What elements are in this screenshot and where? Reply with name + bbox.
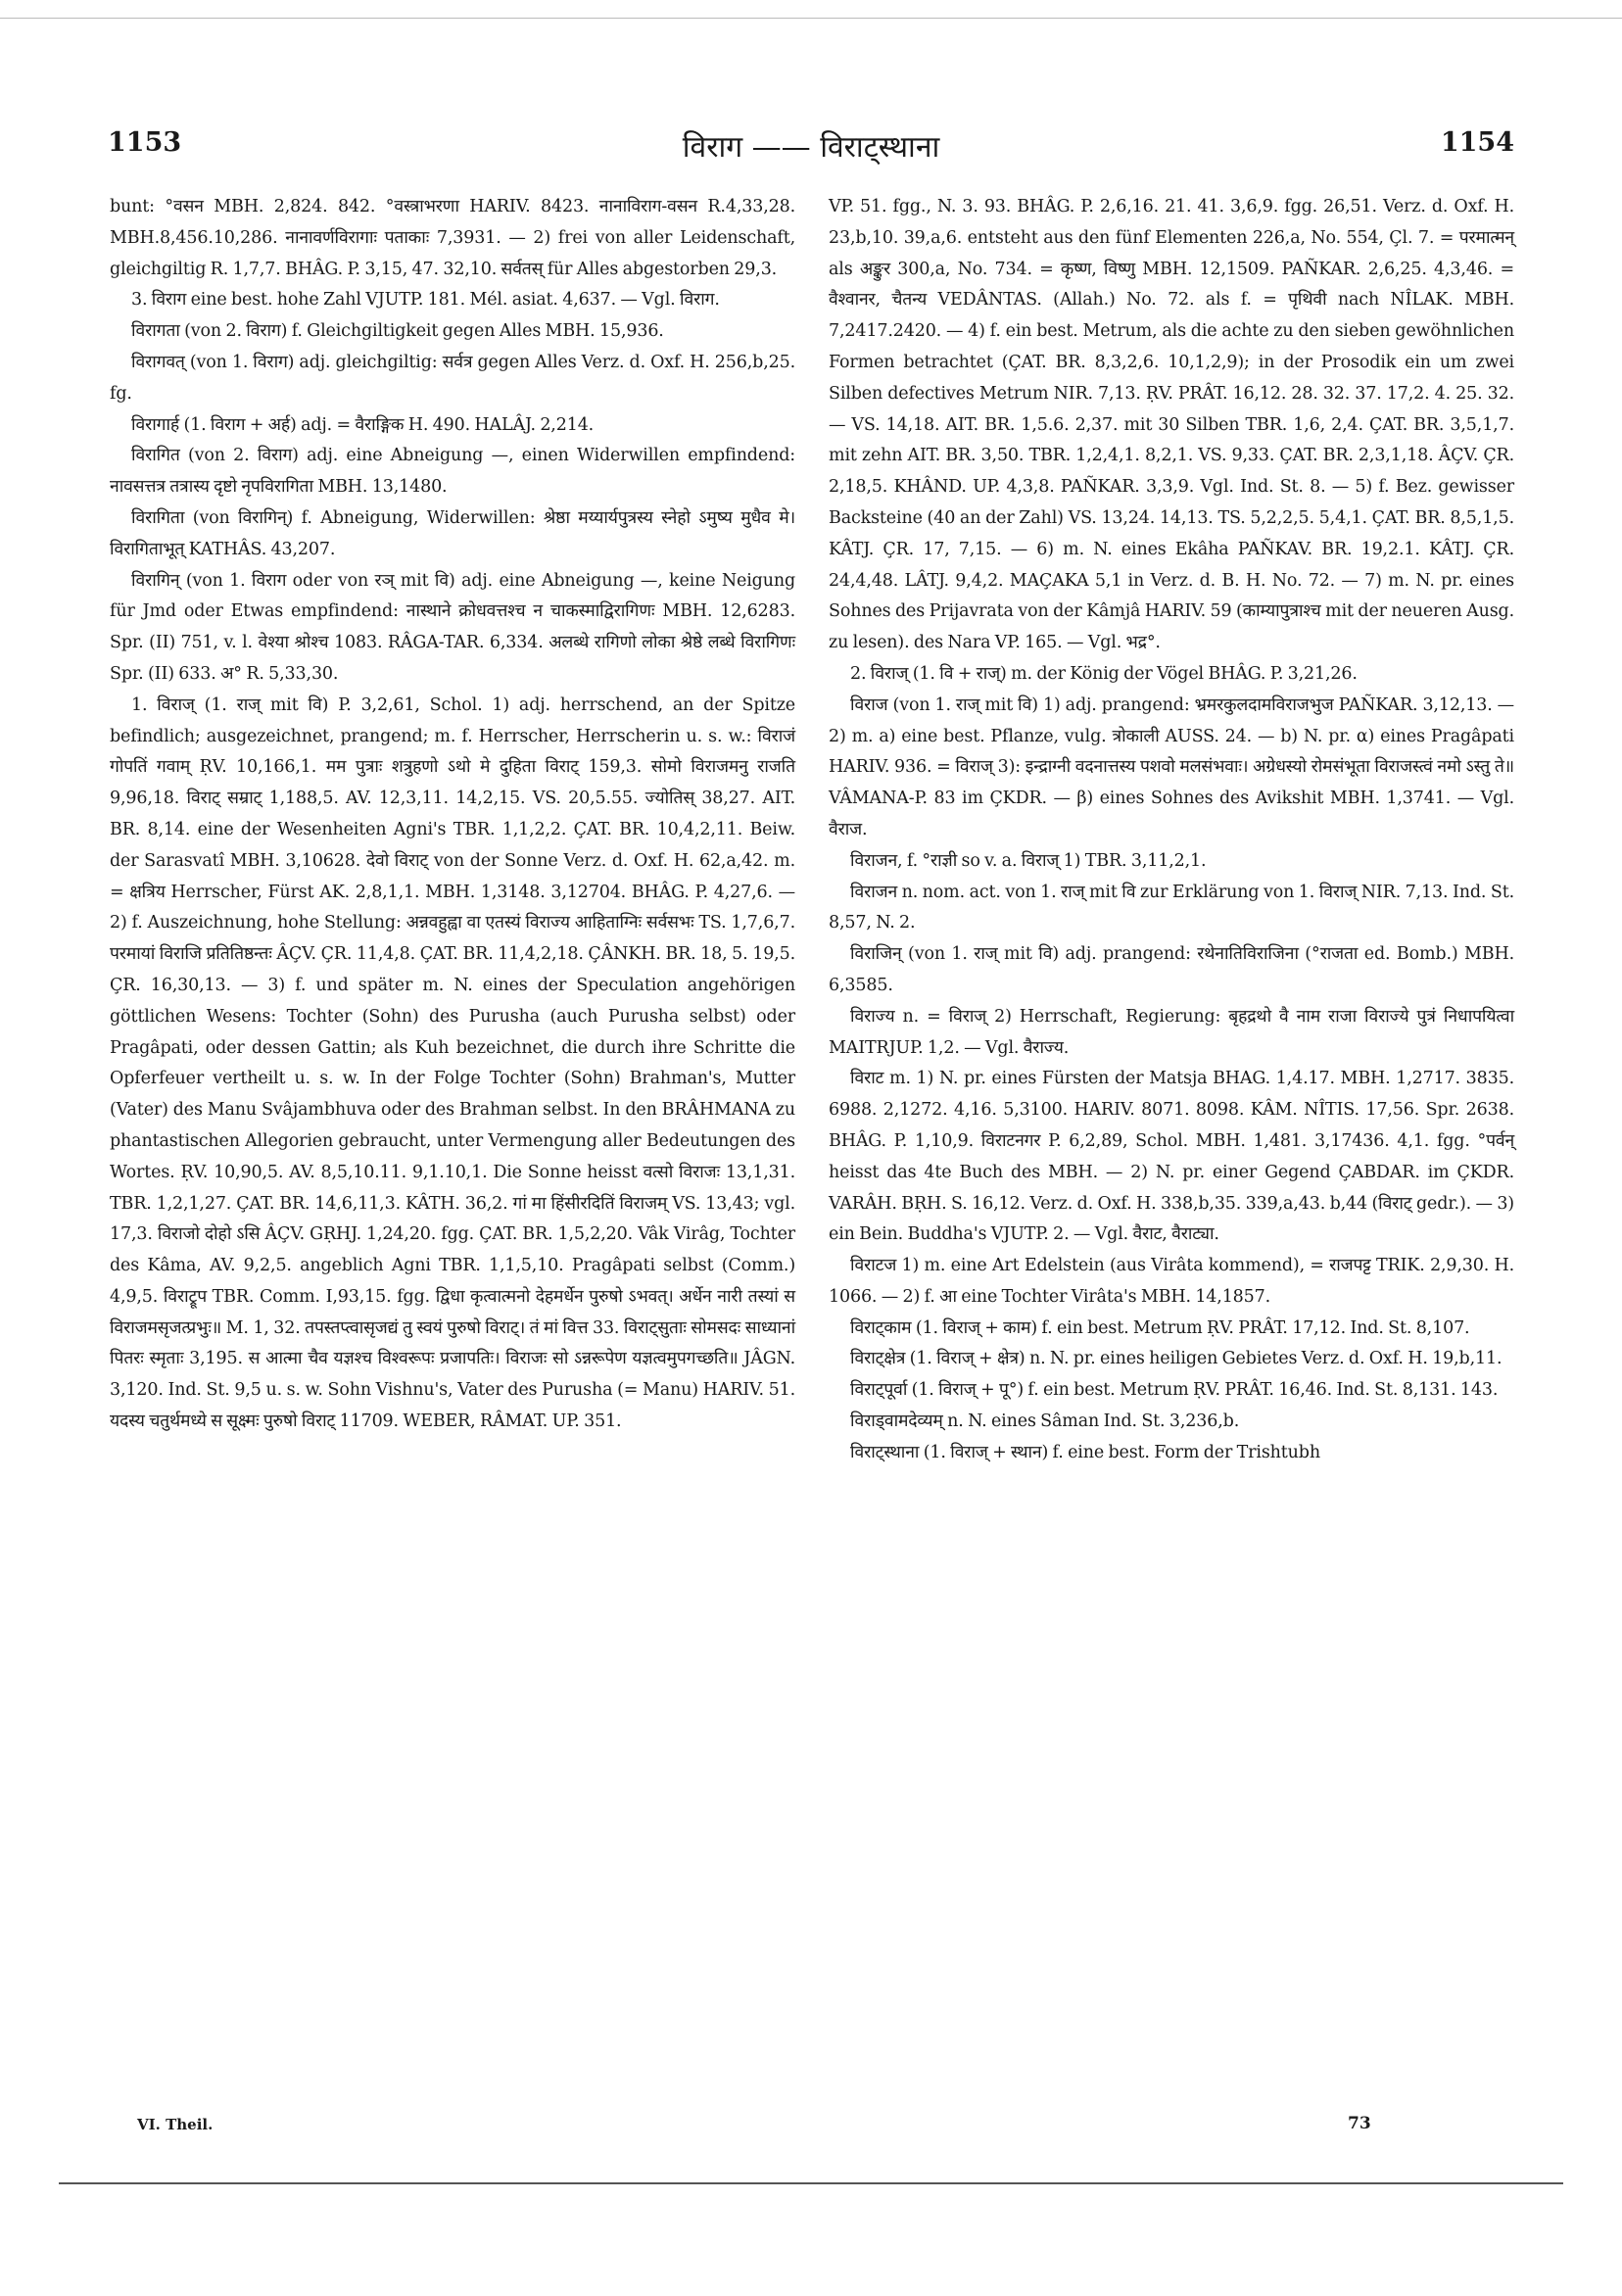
entry: विराड्वामदेव्यम् n. N. eines Sâman Ind. St. 3,236,b.: [850, 1411, 1240, 1432]
entry: विरागता (von 2. विराग) f. Gleichgiltigkeit gegen Alles MBH. 15,936.: [131, 321, 664, 342]
entry: विरागित (von 2. विराग) adj. eine Abneigung —, einen Widerwillen empfindend: नावसत्तत्र तत्रास्य दृष्टो नृपविरागिता MBH. 13,1480.: [110, 446, 795, 498]
page-header: [108, 125, 1514, 174]
entry: विराजिन् (von 1. राज् mit वि) adj. prangend: रथेनातिविराजिना (°राजता ed. Bomb.) MBH. 6,3585.: [829, 944, 1514, 995]
right-column: [829, 192, 1514, 1469]
bottom-rule: [59, 2182, 1563, 2184]
right-page-number: 1154: [1440, 127, 1514, 158]
entry: विराज्य n. = विराज् 2) Herrschaft, Regierung: बृहद्रथो वै नाम राजा विराज्ये पुत्रं निधापयित्वा MAITRJUP. 1,2. — Vgl. वैराज्य.: [829, 1006, 1514, 1058]
entry: विराटज 1) m. eine Art Edelstein (aus Virâta kommend), = राजपट्ट TRIK. 2,9,30. H. 1066. — 2) f. आ eine Tochter Virâta's MBH. 14,1857.: [829, 1256, 1514, 1307]
entry: विरागिता (von विरागिन्) f. Abneigung, Widerwillen: श्रेष्ठा मय्यार्यपुत्रस्य स्नेहो ऽमुष्य मुधैव मे। विरागिताभूत् KATHÂS. 43,207.: [110, 507, 795, 559]
entry: विरागवत् (von 1. विराग) adj. gleichgiltig: सर्वत्र gegen Alles Verz. d. Oxf. H. 256,b,25. fg.: [110, 352, 795, 404]
running-title: विराग —— विराट्स्थाना: [682, 130, 940, 165]
entry: विराजन, f. °राज्ञी so v. a. विराज् 1) TBR. 3,11,2,1.: [850, 850, 1207, 871]
entry: विराजन n. nom. act. von 1. राज् mit वि zur Erklärung von 1. विराज् NIR. 7,13. Ind. St. 8,57, N. 2.: [829, 882, 1514, 933]
entry: विराट्पूर्वा (1. विराज् + पू°) f. ein best. Metrum ṚV. PRÂT. 16,46. Ind. St. 8,131. 143.: [850, 1380, 1499, 1401]
left-page-number: 1153: [108, 127, 182, 158]
entry: विराज (von 1. राज् mit वि) 1) adj. prangend: भ्रमरकुलदामविराजभुज PAÑKAR. 3,12,13. — 2) m. a) eine best. Pflanze, vulg. त्रोकाली AUSS. 24. — b) N. pr. α) eines Pragâpati HARIV. 936. = विराज् 3): इन्द्राग्नी वदनात्तस्य पशवो मलसंभवाः। अग्रेधस्यो रोमसंभूता विराजस्त्वं नमो ऽस्तु ते॥ VÂMANA-P. 83 im ÇKDR. — β) eines Sohnes des Avikshit MBH. 1,3741. — Vgl. वैराज.: [829, 694, 1514, 839]
entry: bunt: °वसन MBH. 2,824. 842. °वस्त्राभरणा HARIV. 8423. नानाविराग-वसन R.4,33,28. MBH.8,456.10,286. नानावर्णविरागाः पताकाः 7,3931. — 2) frei von aller Leidenschaft, gleichgiltig R. 1,7,7. BHÂG. P. 3,15, 47. 32,10. सर्वतस् für Alles abgestorben 29,3.: [110, 197, 795, 279]
volume-signature: VI. Theil.: [137, 2116, 214, 2133]
entry: VP. 51. fgg., N. 3. 93. BHÂG. P. 2,6,16. 21. 41. 3,6,9. fgg. 26,51. Verz. d. Oxf. H. 23,b,10. 39,a,6. entsteht aus den fünf Elementen 226,a, No. 554, Çl. 7. = परमात्मन् als अङ्कुर 300,a, No. 734. = कृष्ण, विष्णु MBH. 12,1509. PAÑKAR. 2,6,25. 4,3,46. = वैश्वानर, चैतन्य VEDÂNTAS. (Allah.) No. 72. als f. = पृथिवी nach NÎLAK. MBH. 7,2417.2420. — 4) f. ein best. Metrum, als die achte zu den sieben gewöhnlichen Formen betrachtet (ÇAT. BR. 8,3,2,6. 10,1,2,9); in der Prosodik ein um zwei Silben defectives Metrum NIR. 7,13. ṚV. PRÂT. 16,12. 28. 32. 37. 17,2. 4. 25. 32. — VS. 14,18. AIT. BR. 1,5.6. 2,37. mit 30 Silben TBR. 1,6, 2,4. ÇAT. BR. 3,5,1,7. mit zehn AIT. BR. 3,50. TBR. 1,2,4,1. 8,2,1. VS. 9,33. ÇAT. BR. 2,3,1,18. ÂÇV. ÇR. 2,18,5. KHÂND. UP. 4,3,8. PAÑKAR. 3,3,9. Vgl. Ind. St. 8. — 5) f. Bez. gewisser Backsteine (40 an der Zahl) VS. 13,24. 14,13. TS. 5,2,2,5. 5,4,1. ÇAT. BR. 8,5,1,5. KÂTJ. ÇR. 17, 7,15. — 6) m. N. eines Ekâha PAÑKAV. BR. 19,2.1. KÂTJ. ÇR. 24,4,48. LÂTJ. 9,4,2. MAÇAKA 5,1 in Verz. d. B. H. No. 72. — 7) m. N. pr. eines Sohnes des Prijavrata von der Kâmjâ HARIV. 59 (काम्यापुत्राश्च mit der neueren Ausg. zu lesen). des Nara VP. 165. — Vgl. भद्र°.: [829, 197, 1514, 653]
entry: विराट्स्थाना (1. विराज् + स्थान) f. eine best. Form der Trishtubh: [850, 1442, 1320, 1462]
entry: विराट्क्षेत्र (1. विराज् + क्षेत्र) n. N. pr. eines heiligen Gebietes Verz. d. Oxf. H. 19,b,11.: [850, 1349, 1503, 1369]
entry: 1. विराज् (1. राज् mit वि) P. 3,2,61, Schol. 1) adj. herrschend, an der Spitze befindlich; ausgezeichnet, prangend; m. f. Herrscher, Herrscherin u. s. w.: विराजं गोपतिं गवाम् ṚV. 10,166,1. मम पुत्राः शत्रुहणो ऽथो मे दुहिता विराट् 159,3. सोमो विराजमनु राजति 9,96,18. विराट् सम्राट् 1,188,5. AV. 12,3,11. 14,2,15. VS. 20,5.55. ज्योतिस् 38,27. AIT. BR. 8,14. eine der Wesenheiten Agni's TBR. 1,1,2,2. ÇAT. BR. 10,4,2,11. Beiw. der Sarasvatî MBH. 3,10628. देवो विराट् von der Sonne Verz. d. Oxf. H. 62,a,42. m. = क्षत्रिय Herrscher, Fürst AK. 2,8,1,1. MBH. 1,3148. 3,12704. BHÂG. P. 4,27,6. — 2) f. Auszeichnung, hohe Stellung: अन्नवहुह्वा वा एतस्यं विराज्य आहिताग्निः सर्वसभः TS. 1,7,6,7. परमायां विराजि प्रतितिष्ठन्तः ÂÇV. ÇR. 11,4,8. ÇAT. BR. 11,4,2,18. ÇÂNKH. BR. 18, 5. 19,5. ÇR. 16,30,13. — 3) f. und später m. N. eines der Speculation angehörigen göttlichen Wesens: Tochter (Sohn) des Purusha (auch Purusha selbst) oder Pragâpati, oder dessen Gattin; als Kuh bezeichnet, die durch ihre Schritte die Opferfeuer vertheilt u. s. w. In der Folge Tochter (Sohn) Brahman's, Mutter (Vater) des Manu Svâjambhuva oder des Brahman selbst. In den BRÂHMANA zu phantastischen Allegorien gebraucht, unter Vermengung aller Bedeutungen des Wortes. ṚV. 10,90,5. AV. 8,5,10.11. 9,1.10,1. Die Sonne heisst वत्सो विराजः 13,1,31. TBR. 1,2,1,27. ÇAT. BR. 14,6,11,3. KÂTH. 36,2. गां मा हिंसीरदितिं विराजम् VS. 13,43; vgl. 17,3. विराजो दोहो ऽसि ÂÇV. GṚHJ. 1,24,20. fgg. ÇAT. BR. 1,5,2,20. Vâk Virâg, Tochter des Kâma, AV. 9,2,5. angeblich Agni TBR. 1,1,5,10. Pragâpati selbst (Comm.) 4,9,5. विराट्रूप TBR. Comm. I,93,15. fgg. द्विधा कृत्वात्मनो देहमर्धेन पुरुषो ऽभवत्। अर्धेन नारी तस्यां स विराजमसृजत्प्रभुः॥ M. 1, 32. तपस्तप्त्वासृजद्यं तु स्वयं पुरुषो विराट्। तं मां वित्त 33. विराट्सुताः सोमसदः साध्यानां पितरः स्मृताः 3,195. स आत्मा चैव यज्ञश्च विश्वरूपः प्रजापतिः। विराजः सो ऽन्नरूपेण यज्ञत्वमुपगच्छति॥ JÂGN. 3,120. Ind. St. 9,5 u. s. w. Sohn Vishnu's, Vater des Purusha (= Manu) HARIV. 51. यदस्य चतुर्थमध्ये स सूक्ष्मः पुरुषो विराट् 11709. WEBER, RÂMAT. UP. 351.: [110, 694, 795, 1432]
scan-top-hairline: [0, 18, 1622, 19]
left-column: [110, 192, 795, 1438]
entry: 2. विराज् (1. वि + राज्) m. der König der Vögel BHÂG. P. 3,21,26.: [850, 663, 1358, 684]
entry: विराट m. 1) N. pr. eines Fürsten der Matsja BHAG. 1,4.17. MBH. 1,2717. 3835. 6988. 2,1272. 4,16. 5,3100. HARIV. 8071. 8098. KÂM. NÎTIS. 17,56. Spr. 2638. BHÂG. P. 1,10,9. विराटनगर P. 6,2,89, Schol. MBH. 1,481. 3,17436. 4,1. fgg. °पर्वन् heisst das 4te Buch des MBH. — 2) N. pr. einer Gegend ÇABDAR. im ÇKDR. VARÂH. BṚH. S. 16,12. Verz. d. Oxf. H. 338,b,35. 339,a,43. b,44 (विराट् gedr.). — 3) ein Bein. Buddha's VJUTP. 2. — Vgl. वैराट, वैराट्या.: [829, 1069, 1514, 1245]
entry: 3. विराग eine best. hohe Zahl VJUTP. 181. Mél. asiat. 4,637. — Vgl. विराग.: [131, 290, 720, 311]
sheet-number: 73: [1348, 2114, 1371, 2133]
entry: विरागार्ह (1. विराग + अर्ह) adj. = वैराङ्गिक H. 490. HALÂJ. 2,214.: [131, 414, 595, 435]
entry: विरागिन् (von 1. विराग oder von रञ् mit वि) adj. eine Abneigung —, keine Neigung für Jmd oder Etwas empfindend: नास्थाने क्रोधवत्तश्च न चाकस्माद्विरागिणः MBH. 12,6283. Spr. (II) 751, v. l. वेश्या श्रोश्च 1083. RÂGA-TAR. 6,334. अलब्धे रागिणो लोका श्रेष्ठे लब्धे विरागिणः Spr. (II) 633. अ° R. 5,33,30.: [110, 570, 795, 684]
entry: विराट्काम (1. विराज् + काम) f. ein best. Metrum ṚV. PRÂT. 17,12. Ind. St. 8,107.: [850, 1317, 1470, 1338]
